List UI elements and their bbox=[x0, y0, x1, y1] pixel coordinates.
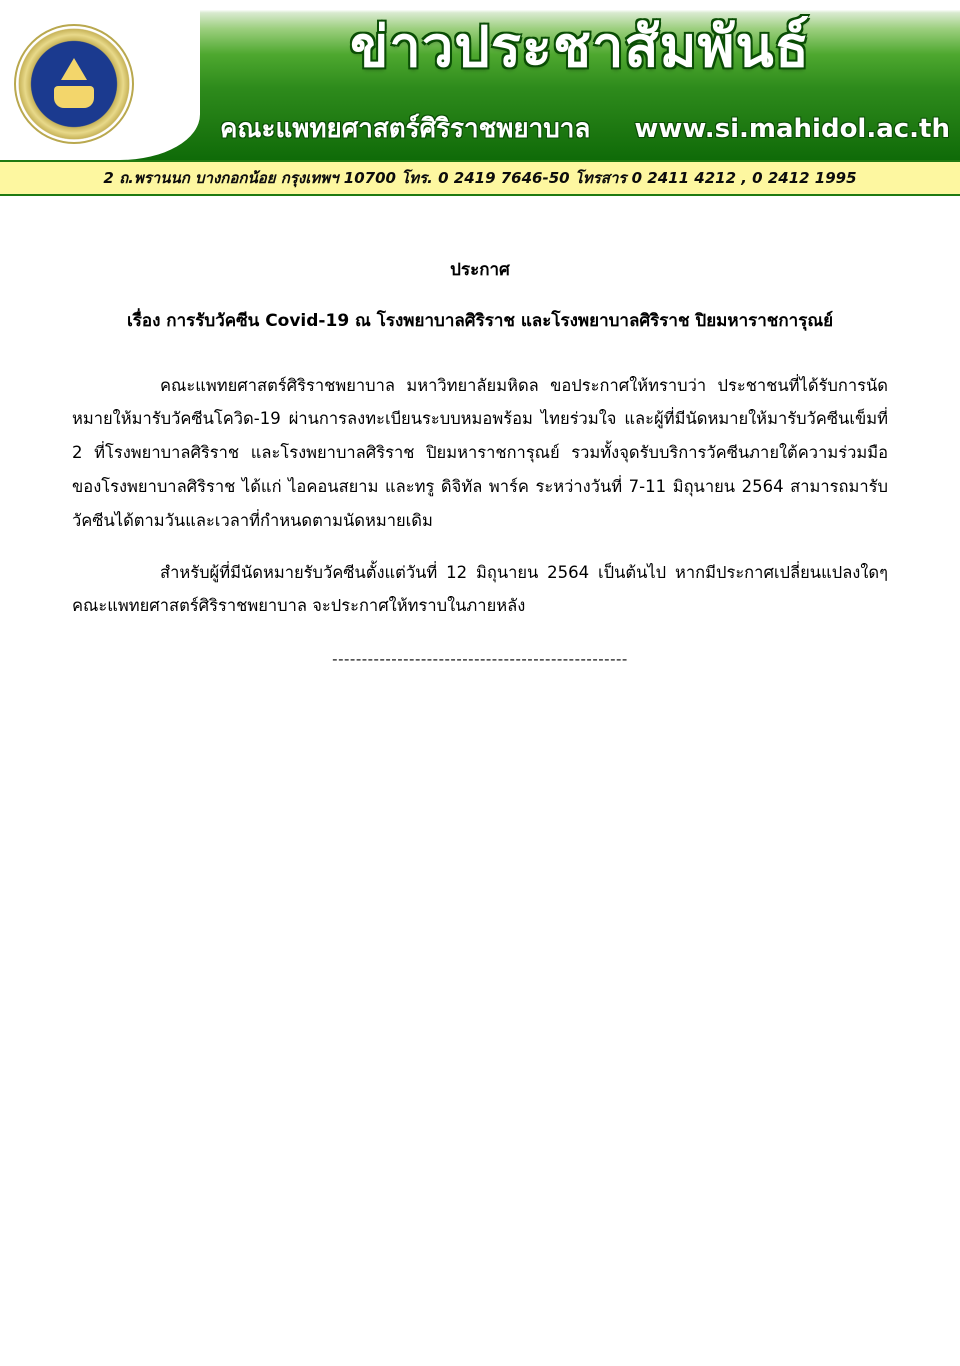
seal-emblem bbox=[46, 56, 102, 112]
header-banner bbox=[0, 0, 960, 160]
banner-title: ข่าวประชาสัมพันธ์ bbox=[350, 15, 810, 80]
document-divider-wrap bbox=[72, 649, 888, 668]
document-subject: เรื่อง การรับวัคซีน Covid-19 ณ โรงพยาบาลศิริราช และโรงพยาบาลศิริราช ปิยมหาราชการุณย์ bbox=[126, 311, 834, 331]
document-body bbox=[0, 196, 960, 668]
document-divider: -------------------------------------------------- bbox=[332, 650, 628, 669]
seal-crown-shape bbox=[61, 58, 87, 80]
document-heading: ประกาศ bbox=[450, 260, 510, 280]
banner-subtitle-row bbox=[200, 108, 960, 149]
banner-subtitle: คณะแพทยศาสตร์ศิริราชพยาบาล bbox=[220, 114, 591, 144]
banner-title-wrap bbox=[200, 6, 960, 80]
document-paragraph: สำหรับผู้ที่มีนัดหมายรับวัคซีนตั้งแต่วันที่ 12 มิถุนายน 2564 เป็นต้นไป หากมีประกาศเปลี่ยนแปลงใดๆ คณะแพทยศาสตร์ศิริราชพยาบาล จะประกาศให้ทราบในภายหลัง bbox=[72, 562, 888, 616]
banner-logo-area bbox=[0, 8, 200, 160]
website-url[interactable]: www.si.mahidol.ac.th bbox=[634, 113, 950, 144]
address-strip bbox=[0, 160, 960, 196]
mahidol-university-seal-icon bbox=[14, 24, 134, 144]
address-text: 2 ถ.พรานนก บางกอกน้อย กรุงเทพฯ 10700 โทร. 0 2419 7646-50 โทรสาร 0 2411 4212 , 0 2412 1995 bbox=[103, 169, 857, 187]
seal-base-shape bbox=[54, 86, 94, 108]
document-paragraph: คณะแพทยศาสตร์ศิริราชพยาบาล มหาวิทยาลัยมหิดล ขอประกาศให้ทราบว่า ประชาชนที่ได้รับการนัดหมายให้มารับวัคซีนโควิด-19 ผ่านการลงทะเบียนระบบหมอพร้อม ไทยร่วมใจ และผู้ที่มีนัดหมายให้มารับวัคซีนเข็มที่ 2 ที่โรงพยาบาลศิริราช และโรงพยาบาลศิริราช ปิยมหาราชการุณย์ รวมทั้งจุดรับบริการวัคซีนภายใต้ความร่วมมือของโรงพยาบาลศิริราช ได้แก่ ไอคอนสยาม และทรู ดิจิทัล พาร์ค ระหว่างวันที่ 7-11 มิถุนายน 2564 สามารถมารับวัคซีนได้ตามวันและเวลาที่กำหนดตามนัดหมายเดิม bbox=[72, 375, 888, 530]
